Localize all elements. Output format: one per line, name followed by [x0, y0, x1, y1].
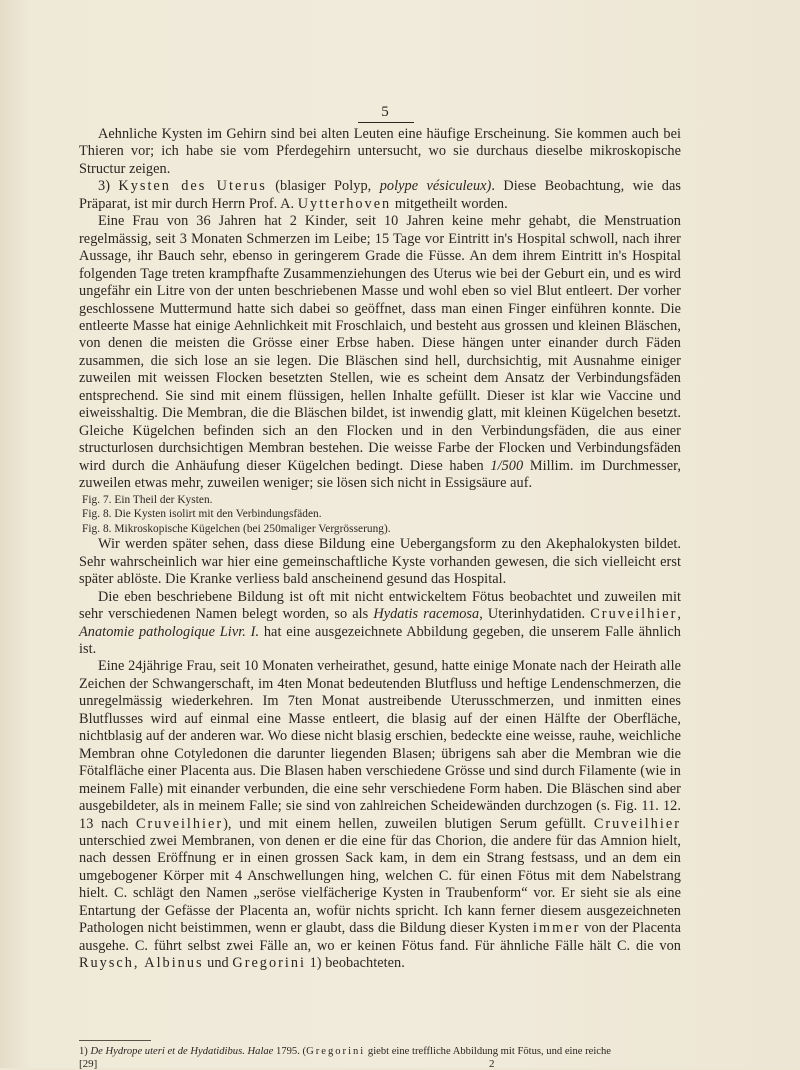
paragraph-3: Eine Frau von 36 Jahren hat 2 Kinder, seit 10 Jahren keine mehr gehabt, die Menstruation regelmässig, seit 3 Monaten Schmerzen im Leibe; 15 Tage vor Eintritt in's Hospital schwoll, nach ihrer Aussage, ihr Bauch sehr, ebenso in geringerem Grade die Füsse. An dem ihrem Eintritt in's Hospital folgenden Tage treten krampfhafte Zusammenziehungen des Uterus wie bei der Geburt ein, und es wird ungefähr ein Litre von der unten beschriebenen Masse und wohl eben so viel Blut entleert. Der vorher geschlossene Muttermund hatte sich dabei so geöffnet, dass man einen Finger einführen konnte. Die entleerte Masse hat einige Aehnlichkeit mit Froschlaich, und besteht aus grossen und kleinen Bläschen, von denen die meisten die Grösse einer Erbse haben. Diese hängen unter einander durch Fäden zusammen, die sich lose an sie legen. Die Bläschen sind hell, durchsichtig, mit Ausnahme einiger zuweilen mit weissen Flocken besetzten Stellen, wie es scheint dem Ansatz der Verbindungsfäden entsprechend. Sie sind mit einem flüssigen, hellen Inhalte gefüllt. Dieser ist klar wie Vaccine und eiweisshaltig. Die Membran, die die Bläschen bildet, ist inwendig glatt, mit kleinen Kügelchen besetzt. Gleiche Kügelchen befinden sich an den Flocken und in den Verbindungsfäden, die aus einer structurlosen durchsichtigen Membran bestehen. Die weisse Farbe der Flocken und Verbindungsfäden wird durch die Anhäufung dieser Kügelchen bedingt. Diese haben 1/500 Millim. im Durchmesser, zuweilen etwas mehr, zuweilen weniger; sie lösen sich nicht in Essigsäure auf. [79, 213, 681, 492]
paragraph-2: 3) Kysten des Uterus (blasiger Polyp, polype vésiculeux). Diese Beobachtung, wie das Präparat, ist mir durch Herrn Prof. A. Uytterhoven mitgetheilt worden. [79, 178, 681, 212]
page-number-rule [358, 122, 414, 123]
figure-caption-3: Fig. 8. Mikroskopische Kügelchen (bei 250maliger Vergrösserung). [82, 522, 391, 535]
signature-mark-right: 2 [489, 1058, 495, 1070]
figure-caption-2: Fig. 8. Die Kysten isolirt mit den Verbindungsfäden. [82, 508, 322, 521]
paragraph-5: Die eben beschriebene Bildung ist oft mit nicht entwickeltem Fötus beobachtet und zuweilen mit sehr verschiedenen Namen belegt worden, so als Hydatis racemosa, Uterinhydatiden. Cruveilhier, Anatomie pathologique Livr. I. hat eine ausgezeichnete Abbildung gegeben, die unserem Falle ähnlich ist. [79, 588, 682, 658]
footnote: 1) De Hydrope uteri et de Hydatidibus. Halae 1795. (Gregorini giebt eine treffliche Abbildung mit Fötus, und eine reiche [79, 1046, 612, 1057]
paragraph-6: Eine 24jährige Frau, seit 10 Monaten verheirathet, gesund, hatte einige Monate nach der Heirath alle Zeichen der Schwangerschaft, im 4ten Monat bedeutenden Blutfluss und heftige Lendenschmerzen, die unregelmässig wiederkehren. Im 7ten Monat austreibende Uterusschmerzen, und inmitten eines Blutflusses wird auf einmal eine Masse entleert, die blasig auf der einen Hälfte der Oberfläche, nichtblasig auf der anderen war. Wo diese nicht blasig erschien, bedeckte eine weisse, rauhe, weichliche Membran ohne Cotyledonen die darunter liegenden Blasen; übrigens sah aber die Membran wie die Fötalfläche einer Placenta aus. Die Blasen haben verschiedene Grösse und sind durch Filamente (wie in meinem Falle) mit einander verbunden, die eine sehr verschiedene Form haben. Die Bläschen sind aber ausgebildeter, als in meinem Falle; sie sind von zahlreichen Scheidewänden durchzogen (s. Fig. 11. 12. 13 nach Cruveilhier), und mit einem hellen, zuweilen blutigen Serum gefüllt. Cruveilhier unterschied zwei Membranen, von denen er die eine für das Chorion, die andere für das Amnion hielt, nach dessen Eröffnung er in einen grossen Sack kam, in dem ein Strang festsass, und an dem ein umgebogener Körper mit 4 Anschwellungen hing, welchen C. für einen Fötus mit dem Nabelstrang hielt. C. schlägt den Namen „seröse vielfächerige Kysten in Traubenform“ vor. Er sieht sie als eine Entartung der Gefässe der Placenta an, wofür nichts spricht. Ich kann ferner diesem ausgezeichneten Pathologen nicht beistimmen, wenn er glaubt, dass die Bildung dieser Kysten immer von der Placenta ausgehe. C. führt selbst zwei Fälle an, wo er keinen Fötus fand. Für ähnliche Fälle hält C. die von Ruysch, Albinus und Gregorini 1) beobachteten. [79, 658, 682, 972]
paragraph-4: Wir werden später sehen, dass diese Bildung eine Uebergangsform zu den Akephalokysten bildet. Sehr wahrscheinlich war hier eine gemeinschaftliche Kyste vorhanden gewesen, die sich vielleicht erst später ablöste. Die Kranke verliess bald anscheinend gesund das Hospital. [79, 536, 681, 588]
paragraph-1: Aehnliche Kysten im Gehirn sind bei alten Leuten eine häufige Erscheinung. Sie kommen auch bei Thieren vor; ich habe sie vom Pferdegehirn untersucht, wo sie durchaus dieselbe mikroskopische Structur zeigen. [79, 126, 681, 177]
page-number: 5 [381, 104, 389, 120]
signature-mark-left: [29] [79, 1058, 98, 1070]
figure-caption-1: Fig. 7. Ein Theil der Kysten. [82, 493, 213, 506]
footnote-rule [79, 1040, 151, 1041]
body-text [79, 126, 681, 973]
